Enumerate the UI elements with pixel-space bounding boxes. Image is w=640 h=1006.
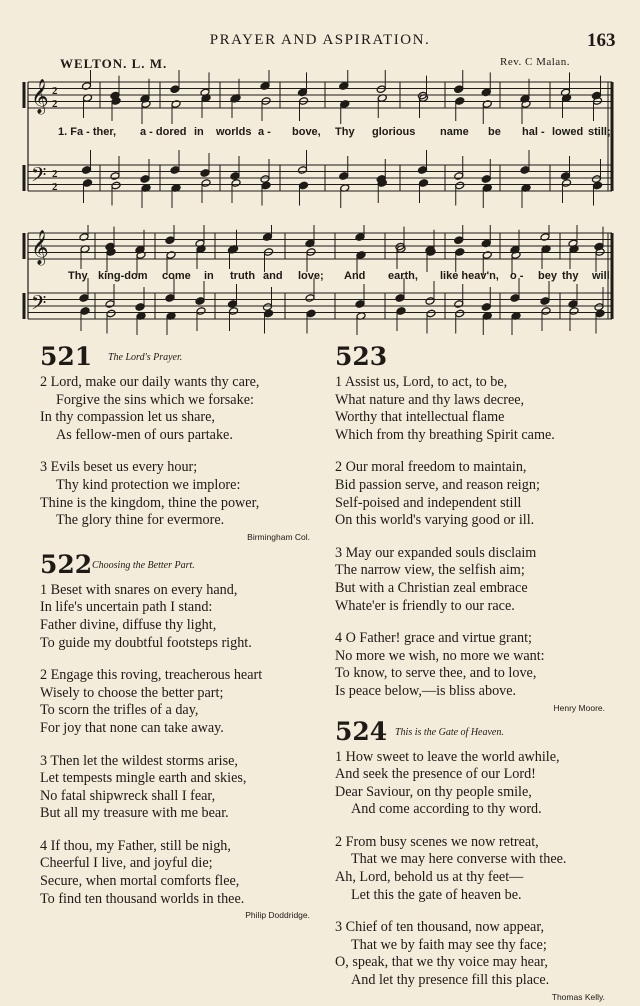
verse-line: 2 Our moral freedom to maintain, (335, 459, 527, 476)
verse-line: 3 Chief of ten thousand, now appear, (335, 919, 545, 936)
note-head (454, 172, 464, 181)
hymn-number: 523 (335, 342, 388, 371)
note-head (195, 297, 205, 306)
verse-line: No fatal shipwreck shall I fear, (40, 787, 216, 804)
lyric-syllable: a - dored (140, 126, 187, 138)
lyric-syllable: still; (588, 126, 611, 138)
verse-line: Let tempests mingle earth and skies, (40, 770, 247, 787)
note-head (520, 166, 530, 175)
note-head (228, 300, 238, 309)
lyric-syllable: And (344, 270, 366, 282)
verse-line: Father divine, diffuse thy light, (40, 616, 217, 633)
lyric-syllable: in (204, 270, 214, 282)
note-head (82, 166, 92, 175)
lyric-syllable: bove, (292, 126, 321, 138)
verse-line: On this world's varying good or ill. (335, 512, 535, 529)
verse-line: Wisely to choose the better part; (40, 684, 224, 701)
verse-line: O, speak, that we thy voice may hear, (335, 954, 548, 971)
hymn-521 (40, 342, 310, 542)
note-head (426, 309, 436, 318)
note-head (455, 97, 465, 106)
verse-line: Cheerful I live, and joyful die; (40, 855, 213, 872)
note-head (569, 307, 579, 316)
lyric-syllable: o - (510, 270, 524, 282)
composer-credit: Rev. C Malan. (500, 56, 570, 68)
verse-line: 4 O Father! grace and virtue grant; (335, 630, 532, 647)
lyric-syllable: hal - (522, 126, 545, 138)
note-head (200, 169, 210, 178)
note-head (455, 181, 465, 190)
lyric-syllable: Thy (68, 270, 88, 282)
note-head (263, 233, 273, 242)
verse-line: And let thy presence fill this place. (351, 972, 550, 989)
verse-line: 3 Evils beset us every hour; (40, 459, 198, 476)
note-head (454, 236, 464, 245)
note-head (340, 100, 350, 109)
lyric-syllable: will. (592, 270, 613, 282)
note-head (568, 300, 578, 309)
verse-line: Forgive the sins which we forsake: (56, 391, 254, 408)
note-head (105, 300, 115, 309)
note-head (541, 307, 551, 316)
verse-line: For joy that none can take away. (40, 719, 224, 736)
note-head (264, 248, 274, 257)
note-head (561, 172, 571, 181)
note-head (298, 166, 308, 175)
hymn-title: The Lord's Prayer. (108, 352, 183, 363)
note-head (562, 179, 572, 188)
note-head (261, 97, 271, 106)
hymn-524 (335, 717, 605, 1002)
verse-line: Dear Saviour, on thy people smile, (335, 783, 532, 800)
lyric-syllable: truth (230, 270, 256, 282)
lyric-syllable: like heav'n, (440, 270, 499, 282)
time-signature: 2 (52, 168, 58, 180)
verse-line: To scorn the trifles of a day, (40, 702, 199, 719)
note-head (425, 297, 435, 306)
note-head (80, 307, 90, 316)
lyric-syllable: be (488, 126, 501, 138)
lyric-syllable: love; (298, 270, 324, 282)
verse-line: 1 Assist us, Lord, to act, to be, (335, 374, 508, 390)
note-head (339, 82, 349, 91)
note-head (455, 309, 465, 318)
note-head (355, 233, 365, 242)
note-head (230, 172, 240, 181)
hymn-attribution: Henry Moore. (553, 702, 605, 713)
note-head (79, 233, 89, 242)
time-signature: 2 (52, 181, 58, 193)
right-column (335, 342, 605, 1006)
treble-clef-icon: 𝄞 (31, 230, 49, 265)
lyric-syllable: lowed (552, 126, 584, 138)
verse-line: 2 Engage this roving, treacherous heart (40, 667, 263, 684)
note-head (482, 251, 492, 260)
note-head (481, 303, 491, 312)
running-header: PRAYER AND ASPIRATION. (209, 32, 431, 48)
note-head (482, 100, 492, 109)
note-head (79, 294, 89, 303)
verse-line: Ah, Lord, behold us at thy feet— (335, 869, 524, 886)
verse-line: But all my treasure with me bear. (40, 805, 229, 822)
note-head (170, 85, 180, 94)
note-head (396, 307, 406, 316)
note-head (229, 307, 239, 316)
hymn-title: Choosing the Better Part. (92, 559, 195, 571)
tune-name: WELTON. L. M. (60, 56, 168, 71)
verse-line: In thy compassion let us share, (40, 409, 215, 426)
lyric-syllable: king-dom (98, 270, 148, 282)
note-head (395, 294, 405, 303)
hymn-attribution: Birmingham Col. (247, 531, 310, 542)
hymn-number: 524 (335, 716, 388, 746)
hymn-attribution: Thomas Kelly. (551, 991, 605, 1002)
note-head (166, 251, 176, 260)
verse-line: Worthy that intellectual flame (335, 409, 505, 426)
bass-clef-icon: 𝄢 (31, 291, 47, 319)
note-head (106, 309, 116, 318)
note-head (306, 248, 316, 257)
note-head (165, 236, 175, 245)
time-signature: 2 (52, 85, 58, 97)
verse-line: Bid passion serve, and reason reign; (335, 476, 540, 493)
verse-line: But with a Christian zeal embrace (335, 579, 528, 596)
lyric-syllable: 1. Fa - ther, (58, 126, 117, 138)
time-signature: 2 (52, 98, 58, 110)
verse-line: That we by faith may see thy face; (351, 936, 547, 953)
lyric-syllable: in (194, 126, 204, 138)
treble-clef-icon: 𝄞 (31, 79, 49, 114)
note-head (454, 300, 464, 309)
note-head (454, 85, 464, 94)
note-head (510, 294, 520, 303)
page-number: 163 (587, 30, 616, 51)
note-head (171, 100, 181, 109)
left-column (40, 342, 310, 924)
verse-line: In life's uncertain path I stand: (40, 599, 213, 616)
note-head (540, 297, 550, 306)
verse-line: As fellow-men of ours partake. (56, 426, 233, 443)
verse-line: Is peace below,—is bliss above. (335, 682, 517, 699)
note-head (165, 294, 175, 303)
note-head (110, 172, 120, 181)
hymn-522 (40, 550, 310, 921)
note-head (540, 233, 550, 242)
note-head (201, 179, 211, 188)
lyric-syllable: bey (538, 270, 557, 282)
verse-line: The glory thine for evermore. (56, 512, 225, 529)
lyric-syllable: name (440, 126, 469, 138)
verse-line: Thy kind protection we implore: (56, 476, 241, 493)
note-head (140, 175, 150, 184)
hymn-title: This is the Gate of Heaven. (395, 726, 504, 738)
note-head (135, 303, 145, 312)
note-head (419, 179, 429, 188)
note-head (376, 85, 386, 94)
verse-line: To guide my doubtful footsteps right. (40, 634, 252, 651)
verse-line: No more we wish, no more we want: (335, 647, 545, 664)
bass-clef-icon: 𝄢 (31, 163, 47, 191)
lyric-syllable: and (263, 270, 283, 282)
note-head (299, 97, 309, 106)
lyric-syllable: a - (258, 126, 271, 138)
note-head (481, 175, 491, 184)
verse-line: Whate'er is friendly to our race. (335, 597, 515, 614)
verse-line: 2 From busy scenes we now retreat, (335, 833, 539, 850)
verse-line: And come according to thy word. (351, 801, 542, 818)
verse-line: 3 May our expanded souls disclaim (335, 544, 537, 561)
verse-line: To find ten thousand worlds in thee. (40, 890, 245, 907)
verse-line: 4 If thou, my Father, still be nigh, (40, 837, 231, 854)
note-head (170, 166, 180, 175)
verse-line: 1 How sweet to leave the world awhile, (335, 748, 560, 765)
verse-line: Which from thy breathing Spirit came. (335, 426, 555, 443)
note-head (356, 251, 366, 260)
note-head (305, 294, 315, 303)
lyric-syllable: glorious (372, 126, 416, 138)
lyric-syllable: Thy (335, 126, 355, 138)
hymn-attribution: Philip Doddridge. (245, 910, 310, 921)
note-head (306, 309, 316, 318)
verse-line: And seek the presence of our Lord! (335, 766, 536, 783)
lyric-syllable: earth, (388, 270, 418, 282)
hymn-523 (335, 342, 605, 713)
note-head (83, 179, 93, 188)
hymn-number: 522 (40, 549, 93, 579)
verse-line: 2 Lord, make our daily wants thy care, (40, 374, 260, 390)
note-head (455, 248, 465, 257)
note-head (82, 82, 92, 91)
note-head (111, 181, 121, 190)
note-head (418, 166, 428, 175)
verse-line: Self-poised and independent still (335, 494, 522, 511)
note-head (299, 181, 309, 190)
note-head (260, 82, 270, 91)
lyric-syllable: come (162, 270, 191, 282)
verse-line: That we may here converse with thee. (351, 851, 567, 868)
verse-line: The narrow view, the selfish aim; (335, 562, 525, 579)
lyric-syllable: thy (562, 270, 579, 282)
note-head (339, 172, 349, 181)
lyric-syllable: worlds (216, 126, 252, 138)
verse-line: To know, to serve thee, and to love, (335, 665, 537, 682)
note-head (196, 307, 206, 316)
note-head (231, 179, 241, 188)
verse-line: Thine is the kingdom, thine the power, (40, 494, 260, 511)
verse-line: 1 Beset with snares on every hand, (40, 581, 238, 598)
verse-line: Secure, when mortal comforts flee, (40, 873, 240, 890)
note-head (355, 300, 365, 309)
verse-line: 3 Then let the wildest storms arise, (40, 752, 238, 769)
verse-line: What nature and thy laws decree, (335, 391, 525, 408)
hymn-number: 521 (40, 342, 93, 371)
verse-line: Let this the gate of heaven be. (351, 886, 522, 903)
